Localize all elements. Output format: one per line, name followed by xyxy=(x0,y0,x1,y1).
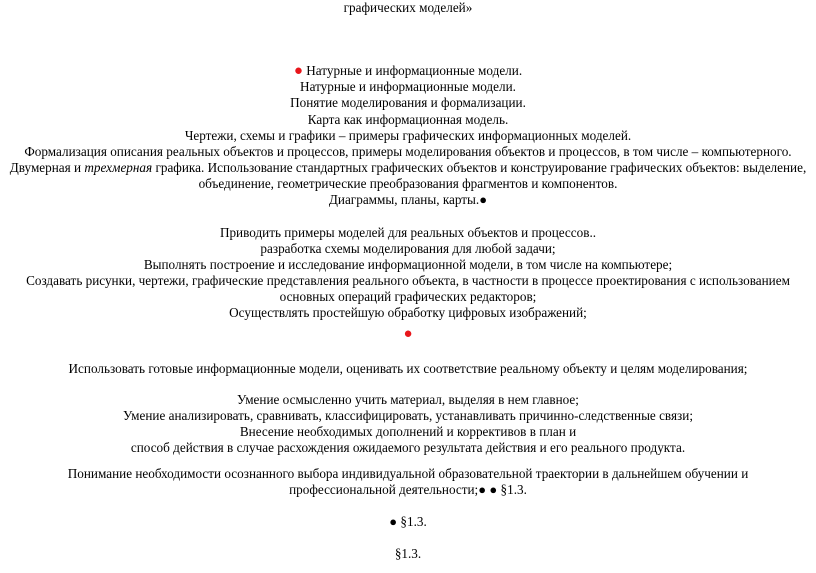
topic-item-6: Формализация описания реальных объектов и процессов, примеры моделирования объектов и процессов, в том числе – компьютерного. xyxy=(24,144,792,159)
ref-line-2 xyxy=(0,514,816,530)
section-ref: §1.3. xyxy=(400,514,427,529)
topic-item-7-italic: трехмерная xyxy=(84,160,153,175)
topic-item-7 xyxy=(0,160,816,176)
meta-skill-1: Умение осмысленно учить материал, выделяя в нем главное; xyxy=(237,392,579,407)
header-fragment: графических моделей» xyxy=(343,0,473,15)
topic-item-5: Чертежи, схемы и графики – примеры графических информационных моделей. xyxy=(184,128,632,143)
topic-item-1: Натурные и информационные модели. xyxy=(306,63,523,78)
skill-4-continued: основных операций графических редакторов; xyxy=(279,289,537,304)
red-bullet-icon: ● xyxy=(293,63,303,79)
black-bullet-icon: ● xyxy=(489,482,498,497)
topic-item-2: Натурные и информационные модели. xyxy=(300,79,516,94)
black-bullet-icon: ● xyxy=(389,514,398,529)
topic-item-8: Диаграммы, планы, карты. xyxy=(328,192,480,207)
red-bullet-separator xyxy=(0,326,816,342)
meta-skill-4: способ действия в случае расхождения ожидаемого результата действия и его реального продукта. xyxy=(130,440,686,455)
topic-line-8 xyxy=(0,192,816,208)
personal-1: Понимание необходимости осознанного выбора индивидуальной образовательной траектории в дальнейшем обучении и xyxy=(67,466,749,481)
topic-item-4: Карта как информационная модель. xyxy=(307,112,509,127)
skill-5: Осуществлять простейшую обработку цифровых изображений; xyxy=(229,305,587,320)
skill-1: Приводить примеры моделей для реальных объектов и процессов.. xyxy=(219,225,597,240)
usage-line: Использовать готовые информационные модели, оценивать их соответствие реальному объекту и целям моделирования; xyxy=(68,361,748,376)
red-bullet-icon: ● xyxy=(403,326,413,342)
black-bullet-icon: ● xyxy=(478,482,487,497)
skill-3: Выполнять построение и исследование информационной модели, в том числе на компьютере; xyxy=(143,257,673,272)
personal-2-line xyxy=(0,482,816,498)
meta-skill-3: Внесение необходимых дополнений и коррективов в план и xyxy=(239,424,577,439)
topic-item-7-rest: графика. Использование стандартных графических объектов и конструирование графических объектов: выделение, xyxy=(152,160,807,175)
black-bullet-icon: ● xyxy=(479,192,488,207)
topic-item-7-start: Двумерная и xyxy=(9,160,85,175)
meta-skill-2: Умение анализировать, сравнивать, классифицировать, устанавливать причинно-следственные связи; xyxy=(122,408,693,423)
skill-4: Создавать рисунки, чертежи, графические представления реального объекта, в частности в процессе проектирования с использованием xyxy=(26,273,790,288)
skill-2: разработка схемы моделирования для любой задачи; xyxy=(260,241,556,256)
topic-item-7-continued: объединение, геометрические преобразования фрагментов и компонентов. xyxy=(198,176,618,191)
topic-line-1 xyxy=(0,63,816,79)
section-ref: §1.3. xyxy=(500,482,527,497)
topic-item-3: Понятие моделирования и формализации. xyxy=(290,95,526,110)
personal-2: профессиональной деятельности; xyxy=(289,482,479,497)
section-ref-3: §1.3. xyxy=(394,546,422,561)
